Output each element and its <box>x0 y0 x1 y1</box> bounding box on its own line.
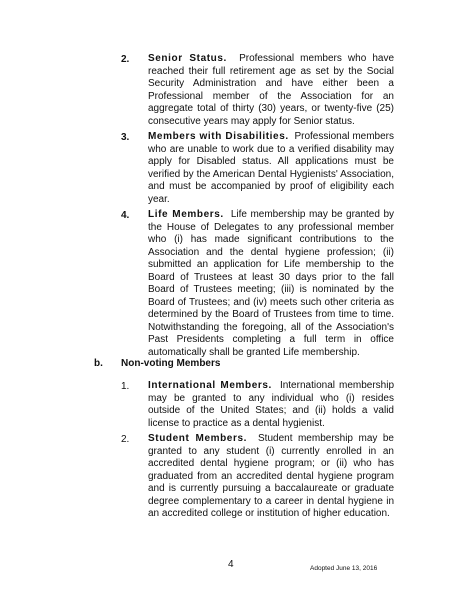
item-body: Professional members who are unable to work due to a verified disability may apply for Disabled status. All applications must be verified by the American Dental Hygienists' Association, and must be accompanied by proof of eligibility each year. <box>148 131 394 205</box>
page-number: 4 <box>228 559 234 570</box>
section-letter: b. <box>94 358 103 369</box>
item-title: Senior Status. <box>148 53 227 64</box>
item-number: 1. <box>121 381 130 392</box>
item-title: International Members. <box>148 380 272 391</box>
item-number: 2. <box>121 54 130 65</box>
item-number: 2. <box>121 434 130 445</box>
item-paragraph <box>148 53 394 128</box>
section-title: Non-voting Members <box>121 358 221 369</box>
item-body: Life membership may be granted by the House of Delegates to any professional member who (i) has made significant contributions to the Association and the dental hygiene profession; (ii) submitted an application for Life membership to the Board of Trustees at least 30 days prior to the fall Board of Trustees meeting; (iii) is nominated by the Board of Trustees; and (iv) meets such other criteria as determined by the Board of Trustees from time to time. Notwithstanding the foregoing, all of the Association's Past Presidents completing a full term in office automatically shall be granted Life membership. <box>148 209 395 358</box>
item-body: Professional members who have reached their full retirement age as set by the Social Security Administration and have either been a Professional member of the Association for an aggregate total of thirty (30) years, or twenty-five (25) consecutive years may apply for Senior status. <box>148 53 395 127</box>
item-title: Student Members. <box>148 433 247 444</box>
item-body: International membership may be granted to any individual who (i) resides outside of the United States; and (ii) holds a valid license to practice as a dental hygienist. <box>148 380 395 429</box>
item-paragraph <box>148 433 394 521</box>
item-title: Life Members. <box>148 209 224 220</box>
item-paragraph <box>148 209 394 359</box>
item-paragraph <box>148 380 394 430</box>
item-title: Members with Disabilities. <box>148 131 289 142</box>
item-number: 4. <box>121 210 130 221</box>
adoption-date: Adopted June 13, 2016 <box>310 565 378 572</box>
item-paragraph <box>148 131 394 206</box>
item-number: 3. <box>121 132 130 143</box>
item-body: Student membership may be granted to any student (i) currently enrolled in an accredited dental hygiene program; or (ii) who has graduated from an accredited dental hygiene program and is currently pursuing a baccalaureate or graduate degree complementary to a career in dental hygiene in an accredited college or institution of higher education. <box>148 433 394 519</box>
